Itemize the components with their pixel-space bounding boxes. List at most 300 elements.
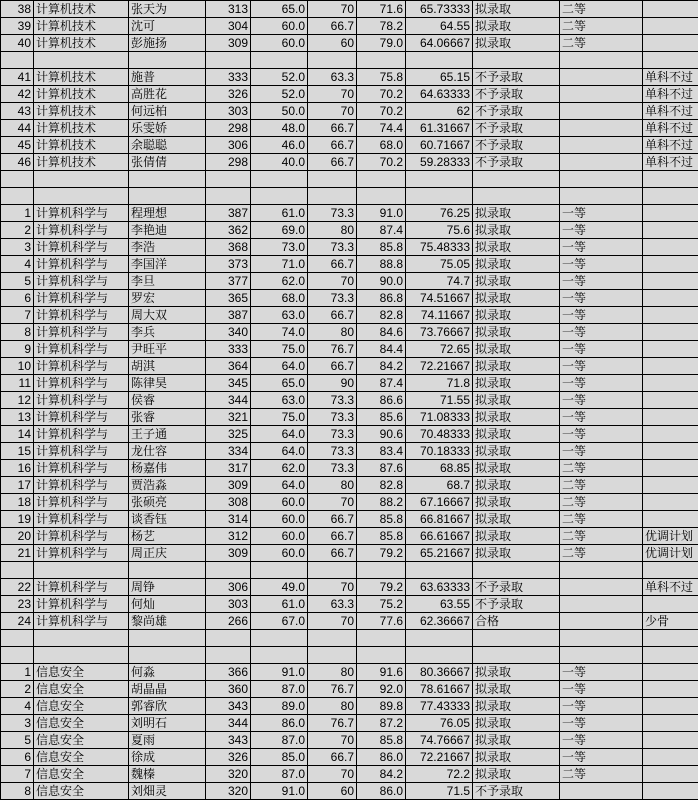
table-row[interactable] <box>1 205 698 222</box>
cell-c4[interactable]: 62.0 <box>251 460 308 477</box>
cell-c10[interactable]: 单科不过 <box>643 579 698 596</box>
cell-c8[interactable]: 拟录取 <box>473 392 560 409</box>
cell-c6[interactable]: 87.4 <box>357 222 406 239</box>
table-row[interactable] <box>1 375 698 392</box>
cell-name[interactable]: 黎尚雄 <box>129 613 206 630</box>
cell-c4[interactable]: 48.0 <box>251 120 308 137</box>
cell-c9[interactable]: 一等 <box>560 239 643 256</box>
empty-cell[interactable] <box>251 52 308 69</box>
cell-c3[interactable]: 334 <box>206 443 251 460</box>
cell-no[interactable]: 5 <box>1 732 34 749</box>
cell-c7[interactable]: 76.05 <box>406 715 473 732</box>
cell-c8[interactable]: 拟录取 <box>473 222 560 239</box>
cell-c7[interactable]: 65.73333 <box>406 1 473 18</box>
cell-c5[interactable]: 73.3 <box>308 239 357 256</box>
cell-major[interactable]: 计算机科学与 <box>34 273 129 290</box>
cell-c5[interactable]: 80 <box>308 222 357 239</box>
table-row[interactable] <box>1 613 698 630</box>
cell-c10[interactable] <box>643 460 698 477</box>
empty-cell[interactable] <box>1 52 34 69</box>
cell-no[interactable]: 14 <box>1 426 34 443</box>
cell-c8[interactable]: 拟录取 <box>473 732 560 749</box>
cell-c6[interactable]: 68.0 <box>357 137 406 154</box>
cell-name[interactable]: 何淼 <box>129 664 206 681</box>
cell-c3[interactable]: 306 <box>206 579 251 596</box>
empty-cell[interactable] <box>560 52 643 69</box>
cell-c9[interactable]: 一等 <box>560 392 643 409</box>
cell-major[interactable]: 计算机技术 <box>34 137 129 154</box>
cell-c7[interactable]: 71.5 <box>406 783 473 800</box>
empty-cell[interactable] <box>643 171 698 188</box>
cell-c8[interactable]: 不予录取 <box>473 137 560 154</box>
cell-c9[interactable]: 二等 <box>560 1 643 18</box>
cell-no[interactable]: 46 <box>1 154 34 171</box>
cell-c7[interactable]: 64.55 <box>406 18 473 35</box>
table-row[interactable] <box>1 69 698 86</box>
cell-major[interactable]: 计算机科学与 <box>34 494 129 511</box>
cell-name[interactable]: 周大双 <box>129 307 206 324</box>
cell-name[interactable]: 谈香钰 <box>129 511 206 528</box>
table-row[interactable] <box>1 154 698 171</box>
cell-c8[interactable]: 拟录取 <box>473 409 560 426</box>
cell-c9[interactable]: 二等 <box>560 35 643 52</box>
cell-c5[interactable]: 76.7 <box>308 681 357 698</box>
cell-name[interactable]: 施普 <box>129 69 206 86</box>
empty-cell[interactable] <box>357 171 406 188</box>
cell-c7[interactable]: 66.61667 <box>406 528 473 545</box>
cell-c7[interactable]: 76.25 <box>406 205 473 222</box>
empty-cell[interactable] <box>206 647 251 664</box>
empty-cell[interactable] <box>308 562 357 579</box>
cell-c3[interactable]: 344 <box>206 392 251 409</box>
cell-c5[interactable]: 66.7 <box>308 154 357 171</box>
cell-name[interactable]: 刘明石 <box>129 715 206 732</box>
cell-c10[interactable] <box>643 783 698 800</box>
cell-c6[interactable]: 86.6 <box>357 392 406 409</box>
cell-c6[interactable]: 87.4 <box>357 375 406 392</box>
cell-c8[interactable]: 不予录取 <box>473 120 560 137</box>
cell-c4[interactable]: 52.0 <box>251 69 308 86</box>
cell-c5[interactable]: 80 <box>308 324 357 341</box>
cell-c8[interactable]: 拟录取 <box>473 1 560 18</box>
cell-c7[interactable]: 67.16667 <box>406 494 473 511</box>
cell-major[interactable]: 计算机科学与 <box>34 324 129 341</box>
empty-cell[interactable] <box>643 630 698 647</box>
cell-c7[interactable]: 73.76667 <box>406 324 473 341</box>
empty-cell[interactable] <box>406 188 473 205</box>
cell-c8[interactable]: 拟录取 <box>473 290 560 307</box>
cell-c3[interactable]: 377 <box>206 273 251 290</box>
cell-no[interactable]: 13 <box>1 409 34 426</box>
cell-c9[interactable]: 一等 <box>560 273 643 290</box>
cell-c7[interactable]: 62.36667 <box>406 613 473 630</box>
cell-c8[interactable]: 拟录取 <box>473 749 560 766</box>
empty-cell[interactable] <box>406 171 473 188</box>
cell-no[interactable]: 16 <box>1 460 34 477</box>
table-row[interactable] <box>1 766 698 783</box>
cell-c7[interactable]: 64.63333 <box>406 86 473 103</box>
cell-c6[interactable]: 85.8 <box>357 511 406 528</box>
empty-cell[interactable] <box>251 630 308 647</box>
cell-c3[interactable]: 387 <box>206 307 251 324</box>
empty-cell[interactable] <box>643 52 698 69</box>
cell-c5[interactable]: 73.3 <box>308 460 357 477</box>
cell-c5[interactable]: 66.7 <box>308 137 357 154</box>
cell-c10[interactable] <box>643 392 698 409</box>
cell-name[interactable]: 胡淇 <box>129 358 206 375</box>
cell-c9[interactable]: 二等 <box>560 511 643 528</box>
cell-c10[interactable]: 单科不过 <box>643 137 698 154</box>
cell-no[interactable]: 8 <box>1 324 34 341</box>
cell-c9[interactable] <box>560 137 643 154</box>
cell-c9[interactable]: 二等 <box>560 528 643 545</box>
cell-c5[interactable]: 66.7 <box>308 511 357 528</box>
cell-c10[interactable] <box>643 681 698 698</box>
cell-c4[interactable]: 91.0 <box>251 783 308 800</box>
empty-cell[interactable] <box>34 188 129 205</box>
cell-major[interactable]: 计算机科学与 <box>34 392 129 409</box>
cell-major[interactable]: 计算机科学与 <box>34 375 129 392</box>
cell-c9[interactable]: 一等 <box>560 698 643 715</box>
empty-cell[interactable] <box>308 171 357 188</box>
table-row[interactable] <box>1 35 698 52</box>
cell-c4[interactable]: 60.0 <box>251 528 308 545</box>
cell-no[interactable]: 24 <box>1 613 34 630</box>
table-row[interactable] <box>1 681 698 698</box>
empty-cell[interactable] <box>206 171 251 188</box>
cell-no[interactable]: 11 <box>1 375 34 392</box>
cell-c6[interactable]: 70.2 <box>357 86 406 103</box>
cell-c6[interactable]: 84.6 <box>357 324 406 341</box>
cell-c9[interactable] <box>560 613 643 630</box>
empty-cell[interactable] <box>308 188 357 205</box>
cell-no[interactable]: 44 <box>1 120 34 137</box>
cell-c8[interactable]: 拟录取 <box>473 766 560 783</box>
cell-major[interactable]: 计算机科学与 <box>34 256 129 273</box>
cell-c10[interactable] <box>643 273 698 290</box>
cell-c10[interactable] <box>643 324 698 341</box>
cell-c5[interactable]: 70 <box>308 494 357 511</box>
cell-c9[interactable]: 一等 <box>560 426 643 443</box>
cell-no[interactable]: 42 <box>1 86 34 103</box>
cell-c10[interactable] <box>643 358 698 375</box>
cell-c4[interactable]: 49.0 <box>251 579 308 596</box>
cell-c5[interactable]: 73.3 <box>308 205 357 222</box>
cell-c10[interactable]: 少骨 <box>643 613 698 630</box>
cell-no[interactable]: 5 <box>1 273 34 290</box>
cell-c5[interactable]: 73.3 <box>308 392 357 409</box>
cell-c4[interactable]: 60.0 <box>251 494 308 511</box>
table-row[interactable] <box>1 596 698 613</box>
cell-c10[interactable]: 单科不过 <box>643 120 698 137</box>
empty-cell[interactable] <box>1 630 34 647</box>
cell-no[interactable]: 45 <box>1 137 34 154</box>
cell-c8[interactable]: 拟录取 <box>473 375 560 392</box>
cell-c3[interactable]: 320 <box>206 766 251 783</box>
cell-c3[interactable]: 345 <box>206 375 251 392</box>
cell-c8[interactable]: 拟录取 <box>473 256 560 273</box>
cell-name[interactable]: 李浩 <box>129 239 206 256</box>
cell-c3[interactable]: 298 <box>206 154 251 171</box>
cell-c4[interactable]: 46.0 <box>251 137 308 154</box>
empty-cell[interactable] <box>406 630 473 647</box>
empty-cell[interactable] <box>34 562 129 579</box>
cell-c9[interactable]: 一等 <box>560 443 643 460</box>
cell-c8[interactable]: 不予录取 <box>473 579 560 596</box>
cell-c5[interactable]: 66.7 <box>308 358 357 375</box>
cell-no[interactable]: 1 <box>1 205 34 222</box>
cell-no[interactable]: 43 <box>1 103 34 120</box>
table-row[interactable] <box>1 494 698 511</box>
cell-c4[interactable]: 60.0 <box>251 35 308 52</box>
table-row[interactable] <box>1 732 698 749</box>
cell-c6[interactable]: 70.2 <box>357 154 406 171</box>
cell-major[interactable]: 计算机科学与 <box>34 222 129 239</box>
cell-c10[interactable] <box>643 749 698 766</box>
cell-c9[interactable] <box>560 86 643 103</box>
empty-cell[interactable] <box>473 647 560 664</box>
cell-no[interactable]: 41 <box>1 69 34 86</box>
cell-c4[interactable]: 89.0 <box>251 698 308 715</box>
cell-c3[interactable]: 326 <box>206 749 251 766</box>
cell-c3[interactable]: 333 <box>206 69 251 86</box>
cell-c10[interactable] <box>643 239 698 256</box>
cell-c10[interactable] <box>643 511 698 528</box>
cell-c9[interactable]: 一等 <box>560 732 643 749</box>
cell-c3[interactable]: 326 <box>206 86 251 103</box>
empty-cell[interactable] <box>473 171 560 188</box>
cell-name[interactable]: 贾浩淼 <box>129 477 206 494</box>
cell-c3[interactable]: 368 <box>206 239 251 256</box>
cell-c6[interactable]: 91.6 <box>357 664 406 681</box>
cell-c3[interactable]: 306 <box>206 137 251 154</box>
cell-c10[interactable] <box>643 35 698 52</box>
cell-c6[interactable]: 82.8 <box>357 307 406 324</box>
table-row[interactable] <box>1 103 698 120</box>
cell-c7[interactable]: 75.48333 <box>406 239 473 256</box>
cell-c4[interactable]: 73.0 <box>251 239 308 256</box>
cell-major[interactable]: 信息安全 <box>34 749 129 766</box>
cell-c7[interactable]: 72.65 <box>406 341 473 358</box>
table-row[interactable] <box>1 1 698 18</box>
cell-c5[interactable]: 80 <box>308 477 357 494</box>
cell-c9[interactable]: 一等 <box>560 375 643 392</box>
cell-name[interactable]: 余聪聪 <box>129 137 206 154</box>
cell-c8[interactable]: 拟录取 <box>473 715 560 732</box>
cell-c9[interactable]: 二等 <box>560 766 643 783</box>
cell-c5[interactable]: 70 <box>308 732 357 749</box>
cell-c10[interactable] <box>643 715 698 732</box>
cell-c5[interactable]: 76.7 <box>308 341 357 358</box>
cell-c5[interactable]: 70 <box>308 86 357 103</box>
cell-c9[interactable]: 一等 <box>560 256 643 273</box>
cell-c7[interactable]: 68.7 <box>406 477 473 494</box>
cell-c6[interactable]: 88.8 <box>357 256 406 273</box>
cell-c4[interactable]: 64.0 <box>251 358 308 375</box>
cell-c4[interactable]: 63.0 <box>251 392 308 409</box>
cell-name[interactable]: 张倩倩 <box>129 154 206 171</box>
cell-major[interactable]: 计算机科学与 <box>34 477 129 494</box>
cell-name[interactable]: 彭施扬 <box>129 35 206 52</box>
cell-c5[interactable]: 70 <box>308 273 357 290</box>
cell-c7[interactable]: 71.8 <box>406 375 473 392</box>
cell-major[interactable]: 计算机科学与 <box>34 579 129 596</box>
cell-c6[interactable]: 89.8 <box>357 698 406 715</box>
table-row[interactable] <box>1 307 698 324</box>
cell-c3[interactable]: 314 <box>206 511 251 528</box>
cell-c4[interactable]: 52.0 <box>251 86 308 103</box>
cell-c5[interactable]: 73.3 <box>308 443 357 460</box>
cell-c9[interactable]: 一等 <box>560 358 643 375</box>
cell-c5[interactable]: 70 <box>308 1 357 18</box>
empty-cell[interactable] <box>34 630 129 647</box>
cell-c5[interactable]: 70 <box>308 579 357 596</box>
cell-no[interactable]: 22 <box>1 579 34 596</box>
cell-no[interactable]: 3 <box>1 715 34 732</box>
cell-no[interactable]: 6 <box>1 290 34 307</box>
cell-c5[interactable]: 70 <box>308 103 357 120</box>
cell-c9[interactable]: 一等 <box>560 324 643 341</box>
cell-c5[interactable]: 73.3 <box>308 409 357 426</box>
cell-c8[interactable]: 合格 <box>473 613 560 630</box>
cell-c4[interactable]: 60.0 <box>251 545 308 562</box>
table-row[interactable] <box>1 460 698 477</box>
cell-major[interactable]: 计算机科学与 <box>34 307 129 324</box>
cell-c6[interactable]: 84.2 <box>357 358 406 375</box>
cell-c6[interactable]: 79.0 <box>357 35 406 52</box>
cell-c8[interactable]: 拟录取 <box>473 35 560 52</box>
cell-c9[interactable] <box>560 103 643 120</box>
cell-no[interactable]: 39 <box>1 18 34 35</box>
cell-c3[interactable]: 366 <box>206 664 251 681</box>
cell-c10[interactable] <box>643 375 698 392</box>
cell-no[interactable]: 40 <box>1 35 34 52</box>
table-row[interactable] <box>1 528 698 545</box>
cell-c9[interactable]: 一等 <box>560 341 643 358</box>
cell-c10[interactable] <box>643 664 698 681</box>
cell-c9[interactable]: 二等 <box>560 18 643 35</box>
empty-cell[interactable] <box>308 630 357 647</box>
cell-c3[interactable]: 362 <box>206 222 251 239</box>
table-row[interactable] <box>1 409 698 426</box>
cell-c10[interactable] <box>643 698 698 715</box>
cell-c8[interactable]: 拟录取 <box>473 477 560 494</box>
cell-c9[interactable]: 一等 <box>560 664 643 681</box>
empty-cell[interactable] <box>206 188 251 205</box>
empty-cell[interactable] <box>473 52 560 69</box>
cell-c6[interactable]: 74.4 <box>357 120 406 137</box>
cell-c4[interactable]: 68.0 <box>251 290 308 307</box>
cell-c4[interactable]: 64.0 <box>251 477 308 494</box>
cell-c5[interactable]: 66.7 <box>308 545 357 562</box>
table-row[interactable] <box>1 358 698 375</box>
cell-c9[interactable]: 一等 <box>560 681 643 698</box>
empty-cell[interactable] <box>129 171 206 188</box>
cell-c4[interactable]: 85.0 <box>251 749 308 766</box>
empty-cell[interactable] <box>357 630 406 647</box>
cell-c6[interactable]: 84.4 <box>357 341 406 358</box>
cell-major[interactable]: 计算机技术 <box>34 35 129 52</box>
cell-name[interactable]: 侯睿 <box>129 392 206 409</box>
cell-c4[interactable]: 64.0 <box>251 426 308 443</box>
cell-c7[interactable]: 72.21667 <box>406 358 473 375</box>
cell-name[interactable]: 杨艺 <box>129 528 206 545</box>
cell-no[interactable]: 18 <box>1 494 34 511</box>
cell-name[interactable]: 周正庆 <box>129 545 206 562</box>
empty-cell[interactable] <box>206 630 251 647</box>
cell-name[interactable]: 乐雯娇 <box>129 120 206 137</box>
cell-c7[interactable]: 75.6 <box>406 222 473 239</box>
table-row[interactable] <box>1 290 698 307</box>
table-row[interactable] <box>1 392 698 409</box>
cell-c3[interactable]: 308 <box>206 494 251 511</box>
cell-no[interactable]: 4 <box>1 698 34 715</box>
cell-c7[interactable]: 70.18333 <box>406 443 473 460</box>
cell-c10[interactable]: 单科不过 <box>643 69 698 86</box>
empty-cell[interactable] <box>251 171 308 188</box>
cell-c3[interactable]: 365 <box>206 290 251 307</box>
cell-major[interactable]: 信息安全 <box>34 664 129 681</box>
cell-c6[interactable]: 71.6 <box>357 1 406 18</box>
cell-c10[interactable] <box>643 222 698 239</box>
cell-c6[interactable]: 85.8 <box>357 239 406 256</box>
cell-c7[interactable]: 61.31667 <box>406 120 473 137</box>
cell-c8[interactable]: 拟录取 <box>473 494 560 511</box>
cell-c7[interactable]: 74.11667 <box>406 307 473 324</box>
empty-cell[interactable] <box>643 647 698 664</box>
cell-c4[interactable]: 86.0 <box>251 715 308 732</box>
cell-name[interactable]: 何灿 <box>129 596 206 613</box>
cell-c9[interactable] <box>560 579 643 596</box>
cell-c4[interactable]: 50.0 <box>251 103 308 120</box>
cell-c5[interactable]: 66.7 <box>308 307 357 324</box>
cell-major[interactable]: 计算机技术 <box>34 1 129 18</box>
cell-c4[interactable]: 40.0 <box>251 154 308 171</box>
cell-major[interactable]: 计算机科学与 <box>34 290 129 307</box>
table-row[interactable] <box>1 477 698 494</box>
cell-c9[interactable]: 一等 <box>560 307 643 324</box>
cell-c8[interactable]: 拟录取 <box>473 358 560 375</box>
cell-c7[interactable]: 64.06667 <box>406 35 473 52</box>
cell-c6[interactable]: 92.0 <box>357 681 406 698</box>
cell-no[interactable]: 2 <box>1 681 34 698</box>
cell-c3[interactable]: 364 <box>206 358 251 375</box>
empty-cell[interactable] <box>1 647 34 664</box>
cell-c3[interactable]: 312 <box>206 528 251 545</box>
cell-name[interactable]: 高胜花 <box>129 86 206 103</box>
cell-c6[interactable]: 79.2 <box>357 579 406 596</box>
cell-major[interactable]: 信息安全 <box>34 766 129 783</box>
cell-c6[interactable]: 82.8 <box>357 477 406 494</box>
cell-major[interactable]: 计算机科学与 <box>34 460 129 477</box>
cell-c5[interactable]: 66.7 <box>308 120 357 137</box>
cell-c6[interactable]: 77.6 <box>357 613 406 630</box>
empty-cell[interactable] <box>129 630 206 647</box>
cell-major[interactable]: 计算机技术 <box>34 18 129 35</box>
cell-c9[interactable]: 一等 <box>560 715 643 732</box>
table-row[interactable] <box>1 426 698 443</box>
cell-no[interactable]: 1 <box>1 664 34 681</box>
cell-c5[interactable]: 60 <box>308 783 357 800</box>
cell-c8[interactable]: 拟录取 <box>473 18 560 35</box>
cell-c9[interactable]: 一等 <box>560 222 643 239</box>
cell-c5[interactable]: 76.7 <box>308 715 357 732</box>
cell-c7[interactable]: 59.28333 <box>406 154 473 171</box>
cell-c9[interactable]: 一等 <box>560 749 643 766</box>
cell-c7[interactable]: 75.05 <box>406 256 473 273</box>
cell-name[interactable]: 张硕亮 <box>129 494 206 511</box>
cell-c7[interactable]: 74.51667 <box>406 290 473 307</box>
